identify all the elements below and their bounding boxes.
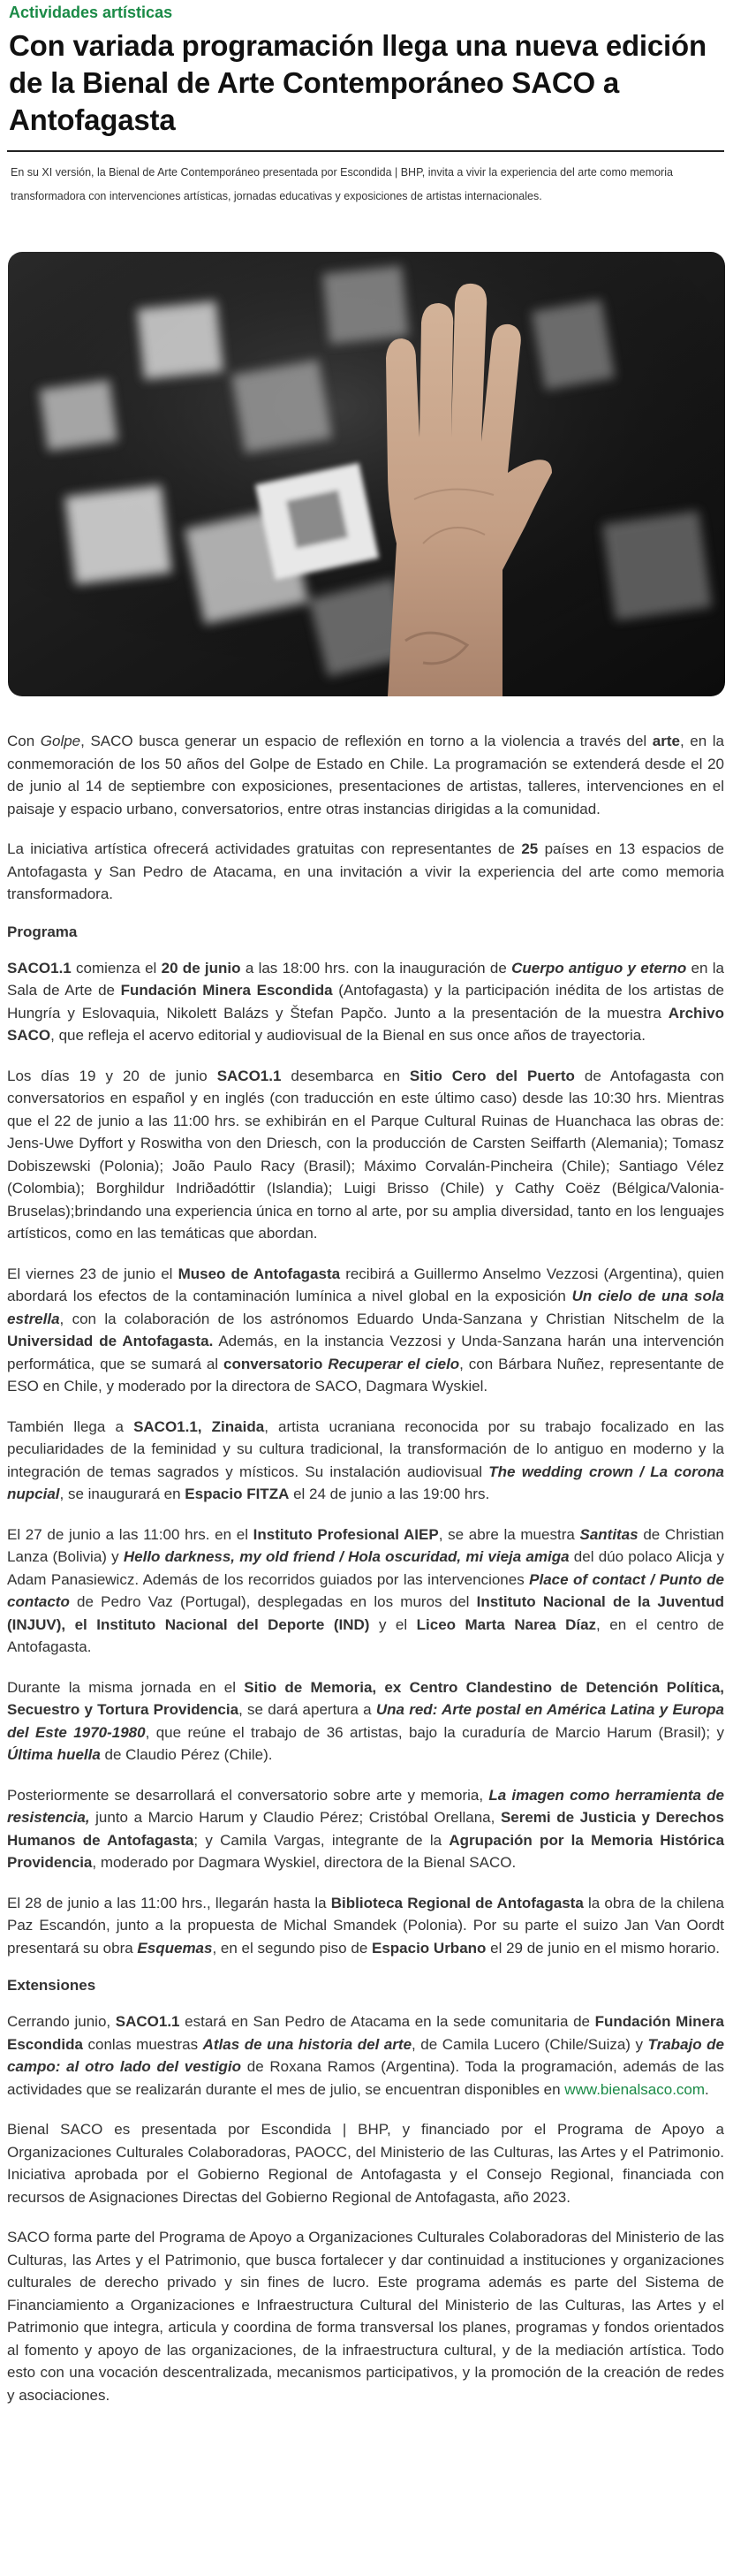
paragraph-programa-6 [7,1676,724,1767]
emphasis-text: SACO1.1 [216,1067,282,1084]
body-text: (Antofagasta) y la participación inédita de los artistas de Hungría y Eslovaquia, Nikolett Balázs y Štefan Papčo. Junto a la presentación de la muestra [7,982,725,1022]
emphasis-text: The wedding crown / La corona nupcial [7,1463,724,1503]
body-text: estará en San Pedro de Atacama en la sede comunitaria de [179,2013,595,2031]
emphasis-text: Recuperar el cielo [328,1355,460,1372]
paragraph-programa-1 [7,957,724,1047]
emphasis-text: Instituto Nacional de la Juventud (INJUV), el Instituto Nacional del Deporte (IND) [7,1593,724,1633]
body-text: , con Bárbara Nuñez, representante de ESO en Chile, y moderado por la directora de SACO, Dagmara Wyskiel. [7,1355,724,1395]
body-text: El 28 de junio a las 11:00 hrs., llegarán hasta la [7,1894,331,1911]
website-link[interactable]: www.bienalsaco.com [564,2080,706,2098]
emphasis-text: conversatorio [223,1355,323,1372]
emphasis-text: SACO1.1, Zinaida [133,1417,265,1435]
body-text: del dúo polaco Alicja y Adam Panasiewicz. Además de los recorridos guiados por las intervenciones [7,1548,725,1588]
body-text: y el [369,1615,417,1633]
body-text: , moderado por Dagmara Wyskiel, directora de la Bienal SACO. [92,1854,517,1872]
emphasis-text: Universidad de Antofagasta. [7,1333,214,1350]
emphasis-text: Espacio FITZA [185,1486,290,1503]
body-text: , SACO busca generar un espacio de reflexión en torno a la violencia a través del [80,733,653,750]
emphasis-text: Golpe [40,733,81,750]
body-text: Cerrando junio, [7,2013,116,2031]
emphasis-text: Última huella [7,1746,101,1764]
body-text: , se inaugurará en [59,1486,185,1503]
article-lede: En su XI versión, la Bienal de Arte Contemporáneo presentada por Escondida | BHP, invita a vivir la experiencia del arte como memoria transformadora con intervenciones artísticas, jornadas educativas y exposiciones de artistas internacionales. [11,165,673,202]
emphasis-text: Fundación Minera Escondida [120,982,333,999]
emphasis-text: Agrupación por la Memoria Histórica Providencia [7,1831,725,1872]
emphasis-text: Atlas de una historia del arte [202,2035,412,2053]
body-text: Posteriormente se desarrollará el conversatorio sobre arte y memoria, [7,1786,489,1804]
body-text: , con la colaboración de los astrónomos Eduardo Unda-Sanzana y Christian Nitschelm de la [59,1310,724,1327]
body-text: recibirá a Guillermo Anselmo Vezzosi (Argentina), quien abordará los efectos de la contaminación lumínica a nivel global en la exposición [7,1265,724,1305]
body-text: de Claudio Pérez (Chile). [100,1746,273,1764]
paragraph-programa-7 [7,1784,724,1874]
raised-hand-photo [8,252,725,696]
emphasis-text: arte [652,733,680,750]
body-text: de Antofagasta con conversatorios en español y en inglés (con traducción en este último caso) desde las 10:30 hrs. Mientras que el 22 de junio a las 11:00 hrs. se exhibirán en el Parque Cultural Ruinas de Huanchaca las obras de: Jens-Uwe Dyffort y Roswitha von den Driesch, con la producción de Carsten Seiffarth (Alemania); Tomasz Dobiszewski (Polonia); João Paulo Racy (Brasil); Máximo Corvalán-Pincheira (Chile); Santiago Vélez (Colombia); Borghildur Indriðadóttir (Islandia); Luigi Brisso (Chile) y Cathy Coëz (Bélgica/Valonia-Bruselas);brindando una experiencia única en torno al arte, por su amplia diversidad, tanto en los lenguajes artísticos, como en las temáticas que abordan. [7,1067,724,1242]
article-headline: Con variada programación llega una nueva edición de la Bienal de Arte Contemporáneo SACO a Antofagasta [9,29,707,137]
body-text: a las 18:00 hrs. con la inauguración de [240,959,512,976]
body-text: , se dará apertura a [238,1701,376,1719]
emphasis-text: SACO1.1 [7,959,72,976]
emphasis-text: La imagen como herramienta de resistencia, [7,1786,724,1827]
paragraph-programa-2 [7,1065,724,1245]
body-text: el 29 de junio en el mismo horario. [486,1939,721,1957]
emphasis-text: Liceo Marta Narea Díaz [416,1615,597,1633]
body-text: También llega a [7,1417,134,1435]
section-heading-programa: Programa [7,923,78,940]
emphasis-text: Espacio Urbano [372,1939,487,1957]
body-text: , se abre la muestra [438,1525,580,1543]
emphasis-text: 20 de junio [161,959,241,976]
emphasis-text: Museo de Antofagasta [178,1265,341,1282]
body-text: , artista ucraniana reconocida por su trabajo focalizado en las peculiaridades de la feminidad y su cultura tradicional, la transformación de lo antiguo en moderno y la integración de temas sagrados y místicos. Su instalación audiovisual [7,1417,724,1480]
body-text: , de Camila Lucero (Chile/Suiza) y [412,2035,648,2053]
body-text: en la Sala de Arte de [7,959,724,999]
body-text: El viernes 23 de junio el [7,1265,178,1282]
emphasis-text: Seremi de Justicia y Derechos Humanos de Antofagasta [7,1809,724,1849]
paragraph-programa-4 [7,1416,724,1506]
body-text: , que refleja el acervo editorial y audiovisual de la Bienal en sus once años de trayectoria. [50,1027,646,1045]
body-text: de Pedro Vaz (Portugal), desplegadas en los muros del [69,1593,477,1611]
category-label[interactable]: Actividades artísticas [9,4,173,21]
body-text: Los días 19 y 20 de junio [7,1067,217,1084]
body-text: de Christian Lanza (Bolivia) y [7,1525,725,1566]
emphasis-text: Hello darkness, my old friend / Hola oscuridad, mi vieja amiga [123,1548,570,1566]
emphasis-text: Instituto Profesional AIEP [253,1525,439,1543]
paragraph-countries [7,838,724,906]
body-text: , en el segundo piso de [212,1939,372,1957]
body-text: , en la conmemoración de los 50 años del Golpe de Estado en Chile. La programación se extenderá desde el 20 de junio al 14 de septiembre con exposiciones, presentaciones de artistas, talleres, intervenciones en el paisaje y espacio urbano, conversatorios, entre otras instancias dirigidas a la comunidad. [7,733,724,817]
body-text: desembarca en [281,1067,410,1084]
paragraph-programa-5 [7,1524,724,1659]
paragraph-extensiones-1 [7,2010,724,2101]
emphasis-text: Sitio de Memoria, ex Centro Clandestino de Detención Política, Secuestro y Tortura Providencia [7,1678,724,1719]
body-text: el 24 de junio a las 19:00 hrs. [289,1486,490,1503]
body-text: Durante la misma jornada en el [7,1678,245,1696]
emphasis-text: SACO1.1 [115,2013,180,2031]
body-text: países en 13 espacios de Antofagasta y San Pedro de Atacama, en una invitación a vivir la experiencia del arte como memoria transformadora. [7,840,725,903]
body-text: Bienal SACO es presentada por Escondida | BHP, y financiado por el Programa de Apoyo a Organizaciones Culturales Colaboradoras, PAOCC, del Ministerio de las Culturas, las Artes y el Patrimonio. Iniciativa aprobada por el Gobierno Regional de Antofagasta y el Consejo Regional, financiada con recursos de Asignaciones Directas del Gobierno Regional de Antofagasta, año 2023. [7,2121,724,2206]
emphasis-text: Trabajo de campo: al otro lado del vestigio [7,2035,724,2076]
emphasis-text: Fundación Minera Escondida [7,2013,724,2053]
emphasis-text: Biblioteca Regional de Antofagasta [330,1894,584,1911]
hero-image [8,252,725,696]
emphasis-text: Un cielo de una sola estrella [7,1288,725,1327]
divider [7,150,724,152]
emphasis-text: Esquemas [137,1939,213,1957]
body-text: Además, en la instancia Vezzosi y Unda-Sanzana harán una intervención performática, que se sumará al [7,1333,724,1372]
body-text: , que reúne el trabajo de 36 artistas, bajo la curaduría de Marcio Harum (Brasil); y [145,1723,724,1741]
body-text: junto a Marcio Harum y Claudio Pérez; Cristóbal Orellana, [89,1809,501,1827]
body-text: la obra de la chilena Paz Escandón, junto a la propuesta de Michal Smandek (Polonia). Por su parte el suizo Jan Van Oordt presentará su obra [7,1894,725,1957]
article-body [7,730,724,2406]
body-text: de Roxana Ramos (Argentina). Toda la programación, además de las actividades que se realizarán durante el mes de julio, se encuentran disponibles en [7,2058,724,2098]
emphasis-text: Santitas [579,1525,639,1543]
body-text: , en el centro de Antofagasta. [7,1615,724,1656]
emphasis-text: Una red: Arte postal en América Latina y Europa del Este 1970-1980 [7,1701,725,1741]
emphasis-text: Archivo SACO [7,1004,724,1045]
paragraph-program-info [7,2226,724,2406]
body-text: comienza el [71,959,162,976]
emphasis-text: Place of contact / Punto de contacto [7,1570,725,1611]
body-text: conlas muestras [82,2035,203,2053]
emphasis-text: Cuerpo antiguo y eterno [511,959,687,976]
body-text: . [705,2080,709,2098]
paragraph-programa-8 [7,1892,724,1960]
body-text: SACO forma parte del Programa de Apoyo a Organizaciones Culturales Colaboradoras del Ministerio de las Culturas, las Artes y el Patrimonio, que busca fortalecer y dar continuidad a instituciones y organizaciones culturales de derecho privado y sin fines de lucro. Este programa además es parte del Sistema de Financiamiento a Organizaciones e Infraestructura Cultural del Ministerio de las Culturas, las Artes y el Patrimonio que integra, articula y coordina de forma transversal los planes, programas y fondos orientados al fomento y apoyo de las organizaciones, de la infraestructura cultural, y de la mediación artística. Todo esto con una vocación descentralizada, mecanismos participativos, y la promoción de la creación de redes y asociaciones. [7,2229,724,2404]
body-text: Con [7,733,41,750]
body-text: El 27 de junio a las 11:00 hrs. en el [7,1525,253,1543]
paragraph-programa-3 [7,1263,724,1398]
emphasis-text: 25 [521,840,539,858]
emphasis-text: Sitio Cero del Puerto [409,1067,575,1084]
paragraph-sponsors [7,2118,724,2208]
section-heading-extensiones: Extensiones [7,1977,96,1995]
body-text: La iniciativa artística ofrecerá actividades gratuitas con representantes de [7,840,522,858]
body-text: ; y Camila Vargas, integrante de la [193,1831,450,1849]
paragraph-intro [7,730,724,820]
